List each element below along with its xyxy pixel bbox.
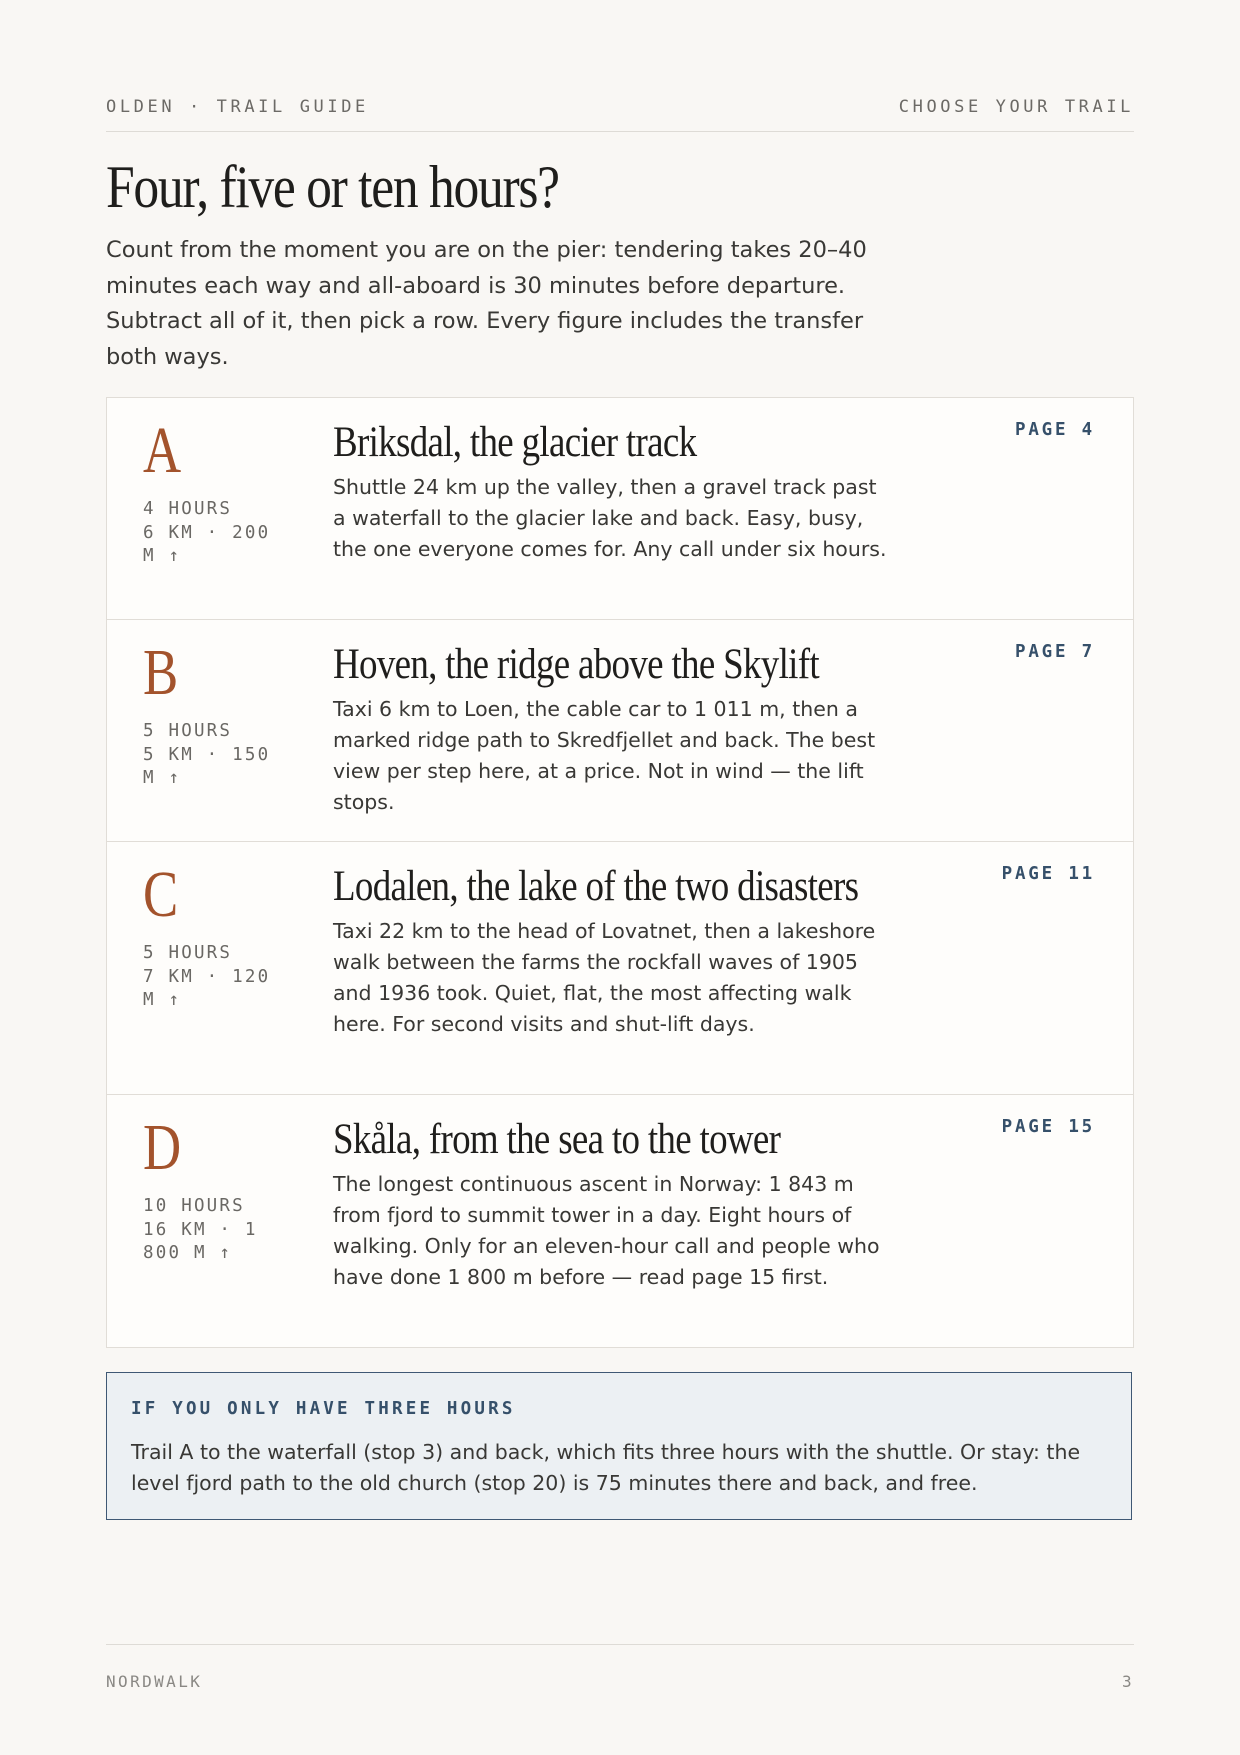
trail-description: Taxi 6 km to Loen, the cable car to 1 011 m, then a marked ridge path to Skredfjellet and back. The best view per step here, at a price. Not in wind — the lift stops.	[333, 697, 876, 814]
trail-distance: 16 KM · 1	[143, 1219, 258, 1240]
trail-distance: 7 KM · 120	[143, 966, 271, 987]
trail-ascent: M ↑	[143, 546, 182, 566]
page	[106, 0, 1134, 1755]
trail-duration: 10 HOURS	[143, 1196, 245, 1216]
trail-letter: A	[143, 414, 182, 487]
trail-ascent: M ↑	[143, 768, 182, 788]
trail-row-b	[107, 619, 1133, 841]
callout-label: IF YOU ONLY HAVE THREE HOURS	[131, 1399, 516, 1419]
trail-name: Briksdal, the glacier track	[333, 419, 697, 466]
trail-ascent: M ↑	[143, 990, 182, 1010]
trail-table	[106, 397, 1134, 1348]
trail-page-reference[interactable]: PAGE 15	[1001, 1117, 1095, 1137]
trail-row-d	[107, 1094, 1133, 1347]
running-header	[106, 97, 1134, 132]
trail-row-c	[107, 841, 1133, 1094]
trail-letter: B	[143, 636, 179, 709]
footer-brand: NORDWALK	[106, 1672, 203, 1691]
trail-page-reference[interactable]: PAGE 4	[1014, 420, 1095, 440]
page-number: 3	[1121, 1672, 1134, 1691]
trail-stats	[143, 1195, 283, 1266]
trail-page-reference[interactable]: PAGE 7	[1014, 642, 1095, 662]
page-title: Four, five or ten hours?	[106, 154, 559, 220]
trail-duration: 5 HOURS	[143, 943, 233, 963]
trail-description: Shuttle 24 km up the valley, then a gravel track past a waterfall to the glacier lake and back. Easy, busy, the one everyone comes for. Any call under six hours.	[333, 475, 887, 561]
trail-description: Taxi 22 km to the head of Lovatnet, then a lakeshore walk between the farms the rockfall waves of 1905 and 1936 took. Quiet, flat, the most affecting walk here. For second visits and shut-lift days.	[333, 919, 876, 1036]
trail-letter: C	[143, 858, 179, 931]
trail-description: The longest continuous ascent in Norway: 1 843 m from fjord to summit tower in a day. Eight hours of walking. Only for an eleven-hour call and people who have done 1 800 m before — read page 15 first.	[333, 1172, 880, 1289]
trail-row-a	[107, 398, 1133, 619]
trail-name: Hoven, the ridge above the Skylift	[333, 641, 819, 688]
trail-ascent: 800 M ↑	[143, 1243, 233, 1263]
trail-distance: 5 KM · 150	[143, 744, 271, 765]
trail-duration: 5 HOURS	[143, 721, 233, 741]
page-footer	[106, 1644, 1134, 1691]
trail-page-reference[interactable]: PAGE 11	[1001, 864, 1095, 884]
three-hours-callout	[106, 1372, 1132, 1520]
intro-paragraph: Count from the moment you are on the pier: tendering takes 20–40 minutes each way and all-aboard is 30 minutes before departure. Subtract all of it, then pick a row. Every figure includes the transfer both ways.	[106, 237, 867, 370]
trail-stats	[143, 720, 283, 791]
trail-stats	[143, 942, 283, 1013]
trail-stats	[143, 498, 283, 569]
trail-name: Skåla, from the sea to the tower	[333, 1116, 781, 1163]
callout-body: Trail A to the waterfall (stop 3) and back, which fits three hours with the shuttle. Or stay: the level fjord path to the old church (stop 20) is 75 minutes there and back, and free.	[131, 1440, 1081, 1495]
section-title: CHOOSE YOUR TRAIL	[898, 97, 1134, 117]
trail-duration: 4 HOURS	[143, 499, 233, 519]
trail-name: Lodalen, the lake of the two disasters	[333, 863, 859, 910]
guide-title: OLDEN · TRAIL GUIDE	[106, 97, 369, 117]
trail-distance: 6 KM · 200	[143, 522, 271, 543]
trail-letter: D	[143, 1111, 182, 1184]
